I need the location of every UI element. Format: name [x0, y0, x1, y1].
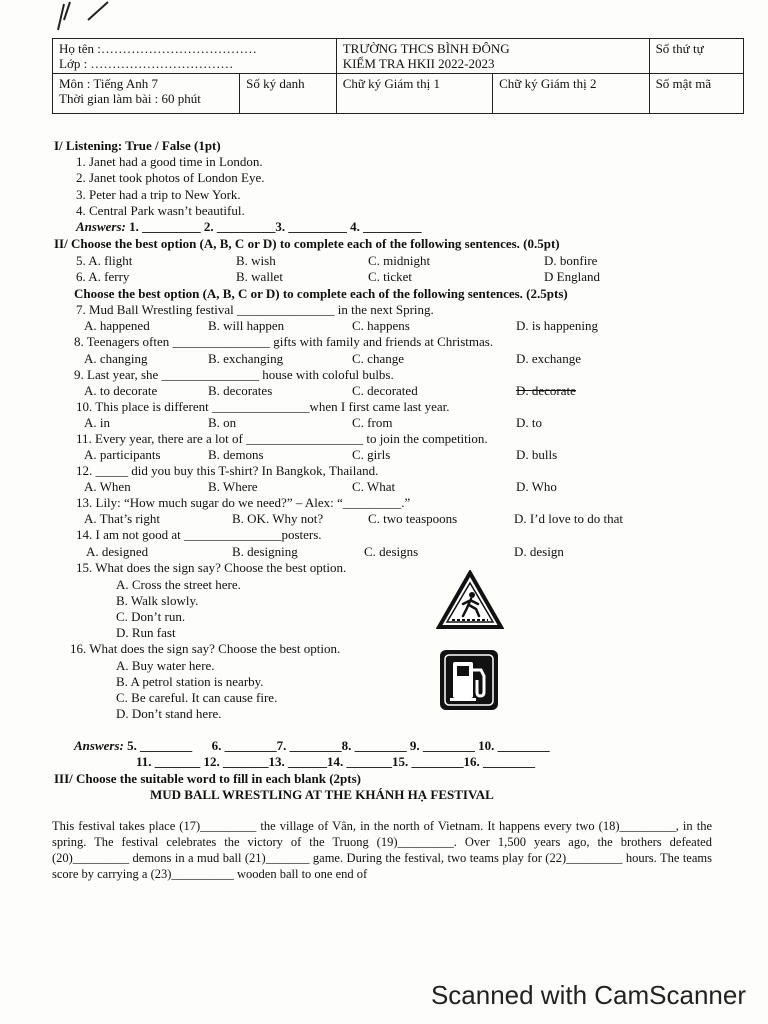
- name-field: Họ tên :………………………………: [59, 41, 257, 56]
- q12-option-d: D. Who: [516, 479, 557, 494]
- secret-code-label: Số mật mã: [655, 76, 712, 91]
- q14-option-a: A. designed: [86, 544, 149, 559]
- candidate-number-label: Số ký danh: [246, 76, 305, 91]
- question-14: 14. I am not good at _______________posters.: [76, 527, 322, 542]
- question-16: 16. What does the sign say? Choose the best option.: [70, 641, 341, 656]
- q13-option-c: C. two teaspoons: [368, 511, 458, 526]
- q14-option-d: D. design: [514, 544, 564, 559]
- section2-answers-row1: [74, 738, 550, 754]
- invigilator2-signature-label: Chữ ký Giám thị 2: [499, 76, 597, 91]
- q16-option-d: D. Don’t stand here.: [116, 706, 222, 721]
- section1-answers: [76, 219, 422, 235]
- time-label: Thời gian làm bài : 60 phút: [59, 91, 201, 106]
- q13-option-d: D. I’d love to do that: [514, 511, 624, 526]
- q12-option-b: B. Where: [208, 479, 258, 494]
- q14-option-c: C. designs: [364, 544, 419, 559]
- q8-option-a: A. changing: [84, 351, 148, 366]
- question-12: 12. _____ did you buy this T-shirt? In Bangkok, Thailand.: [76, 463, 379, 478]
- pedestrian-crossing-sign-icon: [436, 570, 504, 630]
- listening-item: 4. Central Park wasn’t beautiful.: [76, 203, 245, 218]
- q9-option-b: B. decorates: [208, 383, 273, 398]
- q15-option-d: D. Run fast: [116, 625, 176, 640]
- listening-item: 2. Janet took photos of London Eye.: [76, 170, 265, 185]
- question-10: 10. This place is different _______________when I first came last year.: [76, 399, 450, 414]
- q9-option-c: C. decorated: [352, 383, 418, 398]
- q6-option-a: 6. A. ferry: [76, 269, 130, 284]
- serial-number-label: Số thứ tự: [655, 41, 704, 56]
- q5-option-a: 5. A. flight: [76, 253, 133, 268]
- question-8: 8. Teenagers often _______________ gifts with family and friends at Christmas.: [74, 334, 494, 349]
- question-7: 7. Mud Ball Wrestling festival _______________ in the next Spring.: [76, 302, 434, 317]
- school-name: TRƯỜNG THCS BÌNH ĐÔNG: [342, 41, 510, 56]
- q8-option-b: B. exchanging: [208, 351, 284, 366]
- invigilator1-signature-label: Chữ ký Giám thị 1: [342, 76, 441, 91]
- section2-title: II/ Choose the best option (A, B, C or D) to complete each of the following sentences. (0.5pt): [54, 236, 560, 251]
- q9-option-d: D. decorate: [516, 383, 576, 398]
- q6-option-b: B. wallet: [236, 269, 283, 284]
- q8-option-c: C. change: [352, 351, 404, 366]
- camscanner-watermark: Scanned with CamScanner: [430, 980, 746, 1010]
- q5-option-d: D. bonfire: [544, 253, 598, 268]
- exam-title: KIỂM TRA HKII 2022-2023: [342, 56, 495, 71]
- q7-option-b: B. will happen: [208, 318, 285, 333]
- q12-option-c: C. What: [352, 479, 396, 494]
- section1-title: I/ Listening: True / False (1pt): [54, 138, 221, 153]
- q7-option-a: A. happened: [84, 318, 150, 333]
- listening-item: 1. Janet had a good time in London.: [76, 154, 263, 169]
- q14-option-b: B. designing: [232, 544, 298, 559]
- q15-option-a: A. Cross the street here.: [116, 577, 241, 592]
- answers-label: Answers:: [74, 738, 124, 753]
- q12-option-a: A. When: [84, 479, 131, 494]
- listening-item: 3. Peter had a trip to New York.: [76, 187, 241, 202]
- q16-option-c: C. Be careful. It can cause fire.: [116, 690, 278, 705]
- q6-option-c: C. ticket: [368, 269, 413, 284]
- question-11: 11. Every year, there are a lot of __________________ to join the competition.: [76, 431, 488, 446]
- question-9: 9. Last year, she _______________ house with coloful bulbs.: [74, 367, 394, 382]
- class-field: Lớp : ……………………………: [59, 56, 234, 71]
- q7-option-d: D. is happening: [516, 318, 598, 333]
- exam-header-table: [52, 38, 744, 114]
- q13-option-b: B. OK. Why not?: [232, 511, 324, 526]
- question-15: 15. What does the sign say? Choose the best option.: [76, 560, 347, 575]
- q13-option-a: A. That’s right: [84, 511, 160, 526]
- answers-label: Answers:: [76, 219, 126, 234]
- answers-blanks: 1. _________ 2. _________3. _________ 4. _________: [129, 219, 422, 234]
- q10-option-d: D. to: [516, 415, 542, 430]
- subject-label: Môn : Tiếng Anh 7: [59, 76, 158, 91]
- q5-option-b: B. wish: [236, 253, 276, 268]
- passage-heading: MUD BALL WRESTLING AT THE KHÁNH HẠ FESTIVAL: [150, 787, 494, 802]
- q15-option-c: C. Don’t run.: [116, 609, 186, 624]
- q9-option-a: A. to decorate: [84, 383, 158, 398]
- q7-option-c: C. happens: [352, 318, 410, 333]
- q10-option-b: B. on: [208, 415, 237, 430]
- q11-option-b: B. demons: [208, 447, 264, 462]
- q16-option-b: B. A petrol station is nearby.: [116, 674, 264, 689]
- section3-title: III/ Choose the suitable word to fill in each blank (2pts): [54, 771, 361, 786]
- q11-option-c: C. girls: [352, 447, 391, 462]
- q15-option-b: B. Walk slowly.: [116, 593, 199, 608]
- pen-scribble: [50, 0, 140, 40]
- q16-option-a: A. Buy water here.: [116, 658, 215, 673]
- q6-option-d: D England: [544, 269, 600, 284]
- answers-blanks: 5. ________ 6. ________7. ________8. ________ 9. ________ 10. ________: [127, 738, 550, 753]
- q5-option-c: C. midnight: [368, 253, 431, 268]
- q8-option-d: D. exchange: [516, 351, 581, 366]
- reading-passage: This festival takes place (17)_________ the village of Vân, in the north of Vietnam. It happens every two (18)_________, in the spring. The festival celebrates the victory of the Truong (19)_________. Over 1,500 years ago, the brothers defeated (20)_________ demons in a mud ball (21)_______ game. During the festival, two teams play for (22)_________ hours. The teams score by carrying a (23)__________ wooden ball to one end of: [52, 819, 712, 881]
- petrol-station-sign-icon: [438, 648, 500, 712]
- section2-answers-row2: 11. _______ 12. _______13. ______14. _______15. ________16. ________: [136, 754, 536, 769]
- q10-option-a: A. in: [84, 415, 110, 430]
- section2-subtitle: Choose the best option (A, B, C or D) to complete each of the following sentences. (2.5pts): [74, 286, 568, 301]
- q11-option-a: A. participants: [84, 447, 161, 462]
- q11-option-d: D. bulls: [516, 447, 558, 462]
- question-13: 13. Lily: “How much sugar do we need?” – Alex: “_________.”: [76, 495, 411, 510]
- q10-option-c: C. from: [352, 415, 393, 430]
